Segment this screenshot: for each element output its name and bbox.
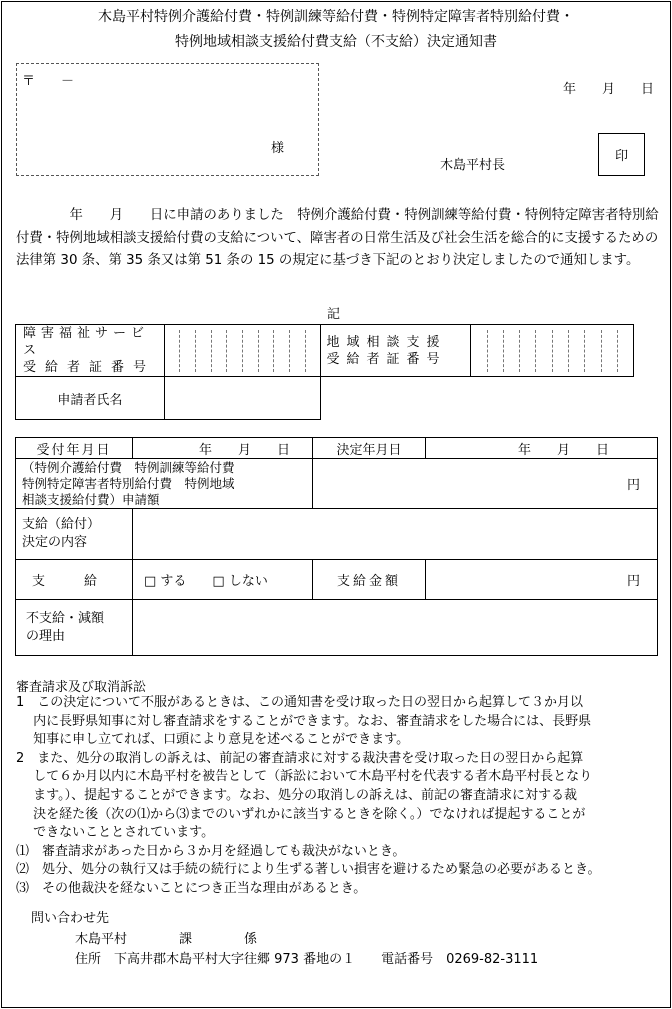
appeal-line: ⑵ 処分、処分の執行又は手続の続行により生ずる著しい損害を避けるため緊急の必要があるとき。 (16, 862, 601, 878)
yen-1: 円 (626, 478, 640, 493)
decided-value[interactable]: 年 月 日 (426, 438, 658, 459)
svc-label-cell (16, 325, 165, 377)
svc-label-2: 受給者証番号 (23, 360, 156, 375)
reason-label-cell (16, 600, 133, 656)
reason-label-2: の理由 (26, 628, 66, 644)
amount-label-3: 相談支援給付費）申請額 (22, 491, 160, 507)
title-line-1: 木島平村特例介護給付費・特例訓練等給付費・特例特定障害者特別給付費・ (98, 9, 574, 25)
decision-label-2: 決定の内容 (22, 535, 88, 550)
area-number-cell[interactable] (471, 325, 634, 377)
area-label-cell (321, 325, 471, 377)
body-paragraph: 年 月 日に申請のありました 特例介護給付費・特例訓練等給付費・特例特定障害者特別給付費・特例地域相談支援給付費の支給について、障害者の日常生活及び社会生活を総合的に支援するための法律第 30 条、第 35 条又は第 51 条の 15 の規定に基づき下記のとおり決定しましたので通知します。 (16, 208, 659, 268)
honorific: 様 (271, 141, 285, 156)
reason-content-cell[interactable] (133, 600, 658, 656)
appeal-line: ます。）、提起することができます。なお、処分の取消しの訴えは、前記の審査請求に対する裁 (16, 787, 578, 803)
received-value[interactable]: 年 月 日 (133, 438, 313, 459)
contact-heading: 問い合わせ先 (31, 911, 110, 926)
decision-label-cell (16, 509, 133, 560)
pay-options[interactable]: □ する □ しない (133, 560, 313, 600)
decision-content-cell[interactable] (133, 509, 658, 560)
amount-label-1: （特例介護給付費 特例訓練等給付費 (22, 459, 235, 475)
appeal-line: 2 また、処分の取消しの訴えは、前記の審査請求に対する裁決書を受け取った日の翌日から起算 (16, 750, 584, 766)
appeal-line: 決を経た後（次の⑴から⑶までのいずれかに該当するときを除く。）でなければ提起することが (16, 806, 586, 822)
yen-2: 円 (626, 574, 640, 589)
pay-amount-value[interactable] (426, 560, 658, 600)
seal-label: 印 (614, 149, 628, 164)
applicant-name-cell[interactable] (164, 377, 321, 420)
reason-label-1: 不支給・減額 (26, 610, 105, 626)
pay-amount-label: 支給金額 (313, 560, 426, 600)
area-label-2: 受給者証番号 (326, 351, 447, 367)
amount-label-cell (16, 459, 313, 509)
decision-label-1: 支給（給付） (22, 517, 101, 532)
decision-table (15, 437, 658, 656)
sender-name: 木島平村長 (440, 158, 506, 173)
received-label: 受付年月日 (16, 438, 133, 459)
amount-value-cell[interactable] (313, 459, 658, 509)
issue-date: 年 月 日 (563, 82, 655, 97)
contact-dept: 木島平村 課 係 (75, 932, 258, 947)
appeal-line: 知事に申し立てれば、口頭により意見を述べることができます。 (16, 732, 410, 748)
appeal-line: して６か月以内に木島平村を被告として（訴訟において木島平村を代表する者木島平村長となり (16, 769, 593, 785)
recipient-table (15, 324, 634, 420)
decided-label: 決定年月日 (313, 438, 426, 459)
postal-mark: 〒 － (22, 74, 75, 89)
appeal-line: ⑴ 審査請求があった日から３か月を経過しても裁決がないとき。 (16, 843, 406, 859)
appeal-line: 1 この決定について不服があるときは、この通知書を受け取った日の翌日から起算して３か月以 (16, 695, 584, 710)
appeal-line: できないこととされています。 (16, 825, 215, 841)
appeal-line: 内に長野県知事に対し審査請求をすることができます。なお、審査請求をした場合には、長野県 (16, 713, 592, 729)
ki-label: 記 (327, 307, 341, 322)
appeal-line: ⑶ その他裁決を経ないことにつき正当な理由があるとき。 (16, 880, 367, 896)
title-line-2: 特例地域相談支援給付費支給（不支給）決定通知書 (175, 34, 497, 50)
area-label-1: 地域相談支援 (326, 334, 447, 350)
svc-label-1: 障害福祉サービス (23, 326, 150, 358)
applicant-label: 申請者氏名 (16, 377, 165, 420)
appeal-heading: 審査請求及び取消訴訟 (16, 680, 147, 695)
appeal-list (16, 694, 666, 899)
amount-label-2: 特例特定障害者特別給付費 特例地域 (22, 475, 235, 491)
seal-box (598, 133, 645, 176)
contact-address: 住所 下高井郡木島平村大字往郷 973 番地の１ 電話番号 0269-82-3111 (75, 952, 539, 967)
svc-number-cell[interactable] (164, 325, 321, 377)
pay-label: 支 給 (16, 560, 133, 600)
